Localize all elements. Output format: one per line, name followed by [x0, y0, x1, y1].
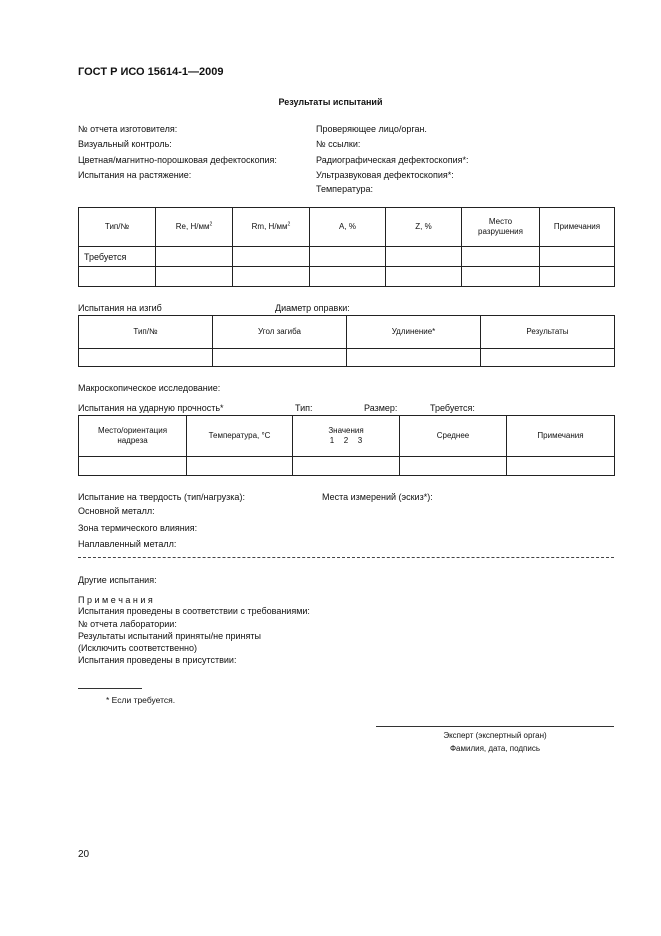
col-type: Тип/№	[79, 208, 156, 247]
table-cell	[540, 267, 615, 287]
row-required-label: Требуется	[79, 247, 156, 267]
table-cell	[213, 349, 347, 367]
col-z: Z, %	[386, 208, 462, 247]
field-radiographic: Радиографическая дефектоскопия*:	[316, 155, 469, 165]
bend-table	[78, 315, 615, 367]
col-elongation: Удлинение*	[347, 316, 481, 349]
table-cell	[347, 349, 481, 367]
field-penetrant-magnetic: Цветная/магнитно-порошковая дефектоскопия:	[78, 155, 277, 165]
table-cell	[233, 247, 310, 267]
field-reference-no: № ссылки:	[316, 139, 361, 149]
notes-line: Испытания проведены в присутствии:	[78, 655, 237, 665]
hardness-points: Места измерений (эскиз*):	[322, 492, 433, 502]
col-rm: Rm, $Н/мм^2$	[233, 208, 310, 247]
notes-line: Испытания проведены в соответствии с требованиями:	[78, 606, 310, 616]
notes-line: Результаты испытаний приняты/не приняты	[78, 631, 261, 641]
tensile-table	[78, 207, 615, 287]
notes-heading: П р и м е ч а н и я	[78, 595, 153, 605]
divider	[78, 557, 614, 558]
col-notes: Примечания	[540, 208, 615, 247]
col-fracture-place: Место разрушения	[462, 208, 540, 247]
doc-header: ГОСТ Р ИСО 15614-1—2009	[78, 66, 224, 78]
impact-table	[78, 415, 615, 476]
signature-role: Эксперт (экспертный орган)	[443, 731, 547, 740]
table-cell	[79, 267, 156, 287]
mandrel-diameter: Диаметр оправки:	[275, 303, 350, 313]
footnote: * Если требуется.	[106, 695, 176, 705]
hardness-label: Испытание на твердость (тип/нагрузка):	[78, 492, 245, 502]
col-values: Значения 1 2 3	[293, 416, 400, 457]
impact-required: Требуется:	[430, 403, 475, 413]
other-tests: Другие испытания:	[78, 575, 157, 585]
table-cell	[462, 267, 540, 287]
table-cell	[507, 457, 615, 476]
bend-label: Испытания на изгиб	[78, 303, 162, 313]
table-cell	[310, 247, 386, 267]
signature-details: Фамилия, дата, подпись	[449, 744, 541, 753]
table-cell	[233, 267, 310, 287]
notes-line: № отчета лаборатории:	[78, 619, 177, 629]
col-a: А, %	[310, 208, 386, 247]
impact-size: Размер:	[364, 403, 398, 413]
col-notes: Примечания	[507, 416, 615, 457]
col-temperature: Температура, °С	[187, 416, 293, 457]
table-cell	[462, 247, 540, 267]
notes-line: (Исключить соответственно)	[78, 643, 198, 653]
table-cell	[187, 457, 293, 476]
field-ultrasonic: Ультразвуковая дефектоскопия*:	[316, 170, 454, 180]
field-temperature: Температура:	[316, 184, 374, 194]
page-title: Результаты испытаний	[278, 97, 383, 107]
table-cell	[386, 247, 462, 267]
table-cell	[79, 349, 213, 367]
table-cell	[79, 457, 187, 476]
footnote-rule	[78, 688, 142, 689]
field-tensile-tests: Испытания на растяжение:	[78, 170, 192, 180]
table-cell	[400, 457, 507, 476]
table-cell	[156, 267, 233, 287]
impact-type: Тип:	[295, 403, 313, 413]
table-cell	[310, 267, 386, 287]
hardness-haz: Зона термического влияния:	[78, 523, 198, 533]
field-examiner: Проверяющее лицо/орган.	[316, 124, 427, 134]
col-mean: Среднее	[400, 416, 507, 457]
table-cell	[540, 247, 615, 267]
table-cell	[481, 349, 615, 367]
impact-label: Испытания на ударную прочность*	[78, 403, 224, 413]
col-re: Re, $Н/мм^2$	[156, 208, 233, 247]
signature-line	[376, 726, 614, 727]
page-number: 20	[78, 849, 90, 860]
table-cell	[293, 457, 400, 476]
hardness-weld-metal: Наплавленный металл:	[78, 539, 177, 549]
field-manufacturer-report: № отчета изготовителя:	[78, 124, 178, 134]
table-cell	[156, 247, 233, 267]
col-notch-place: Место/ориентация надреза	[79, 416, 187, 457]
table-cell	[386, 267, 462, 287]
col-results: Результаты	[481, 316, 615, 349]
hardness-base-metal: Основной металл:	[78, 506, 155, 516]
col-type: Тип/№	[79, 316, 213, 349]
col-bend-angle: Угол загиба	[213, 316, 347, 349]
macro-label: Макроскопическое исследование:	[78, 383, 221, 393]
field-visual-inspection: Визуальный контроль:	[78, 139, 172, 149]
